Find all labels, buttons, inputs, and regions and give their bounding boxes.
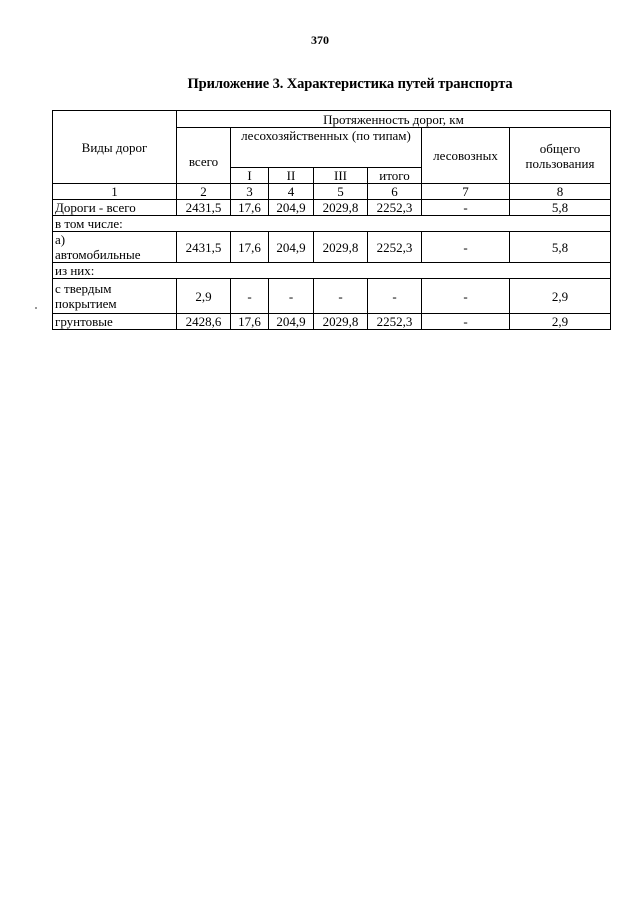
header-public-line2: пользования bbox=[525, 155, 595, 171]
column-number: 5 bbox=[314, 184, 368, 200]
header-subtotal: итого bbox=[368, 168, 422, 184]
row-label bbox=[53, 232, 177, 263]
column-number: 8 bbox=[510, 184, 611, 200]
table-row-dirt bbox=[53, 314, 611, 330]
header-forest-management: лесохозяйственных (по типам) bbox=[231, 128, 422, 168]
cell-subtotal: 2252,3 bbox=[368, 232, 422, 263]
header-total: всего bbox=[177, 128, 231, 184]
column-number: 3 bbox=[231, 184, 269, 200]
cell-total: 2431,5 bbox=[177, 200, 231, 216]
document-title: Приложение 3. Характеристика путей транспорта bbox=[187, 76, 513, 92]
section-label: в том числе: bbox=[53, 216, 611, 232]
cell-timber: - bbox=[422, 232, 510, 263]
row-label-line1: а) bbox=[55, 232, 66, 247]
cell-public: 5,8 bbox=[510, 200, 611, 216]
cell-type-2: 204,9 bbox=[269, 232, 314, 263]
cell-type-2: 204,9 bbox=[269, 314, 314, 330]
cell-subtotal: 2252,3 bbox=[368, 200, 422, 216]
row-label-line2: автомобильные bbox=[55, 247, 141, 262]
cell-type-1: 17,6 bbox=[231, 200, 269, 216]
cell-public: 2,9 bbox=[510, 314, 611, 330]
cell-type-1: 17,6 bbox=[231, 314, 269, 330]
cell-subtotal: 2252,3 bbox=[368, 314, 422, 330]
header-public-line1: общего bbox=[539, 140, 581, 156]
cell-type-1: 17,6 bbox=[231, 232, 269, 263]
roads-table bbox=[52, 110, 611, 330]
table-row-automobile bbox=[53, 232, 611, 263]
row-label bbox=[53, 279, 177, 314]
table-row-total-roads bbox=[53, 200, 611, 216]
header-length: Протяженность дорог, км bbox=[177, 111, 611, 128]
cell-timber: - bbox=[422, 200, 510, 216]
cell-public: 2,9 bbox=[510, 279, 611, 314]
cell-type-3: 2029,8 bbox=[314, 232, 368, 263]
header-road-type: Виды дорог bbox=[53, 111, 177, 184]
page-number: 370 bbox=[311, 33, 329, 47]
header-type-1: I bbox=[231, 168, 269, 184]
cell-type-2: - bbox=[269, 279, 314, 314]
row-label: грунтовые bbox=[53, 314, 177, 330]
cell-public: 5,8 bbox=[510, 232, 611, 263]
header-timber: лесовозных bbox=[422, 128, 510, 184]
cell-type-3: - bbox=[314, 279, 368, 314]
column-number: 1 bbox=[53, 184, 177, 200]
cell-type-1: - bbox=[231, 279, 269, 314]
cell-timber: - bbox=[422, 314, 510, 330]
table-section-row bbox=[53, 216, 611, 232]
column-number: 6 bbox=[368, 184, 422, 200]
column-number: 2 bbox=[177, 184, 231, 200]
table-row-paved bbox=[53, 279, 611, 314]
cell-type-3: 2029,8 bbox=[314, 200, 368, 216]
cell-type-3: 2029,8 bbox=[314, 314, 368, 330]
cell-type-2: 204,9 bbox=[269, 200, 314, 216]
table-section-row bbox=[53, 263, 611, 279]
section-label: из них: bbox=[53, 263, 611, 279]
header-row-top bbox=[53, 111, 611, 128]
cell-total: 2,9 bbox=[177, 279, 231, 314]
row-label-line2: покрытием bbox=[55, 296, 117, 311]
row-label: Дороги - всего bbox=[53, 200, 177, 216]
scan-speck bbox=[35, 307, 37, 309]
column-number-row bbox=[53, 184, 611, 200]
cell-subtotal: - bbox=[368, 279, 422, 314]
cell-timber: - bbox=[422, 279, 510, 314]
header-type-2: II bbox=[269, 168, 314, 184]
header-public bbox=[510, 128, 611, 184]
cell-total: 2428,6 bbox=[177, 314, 231, 330]
column-number: 4 bbox=[269, 184, 314, 200]
cell-total: 2431,5 bbox=[177, 232, 231, 263]
header-type-3: III bbox=[314, 168, 368, 184]
row-label-line1: с твердым bbox=[55, 281, 112, 296]
column-number: 7 bbox=[422, 184, 510, 200]
